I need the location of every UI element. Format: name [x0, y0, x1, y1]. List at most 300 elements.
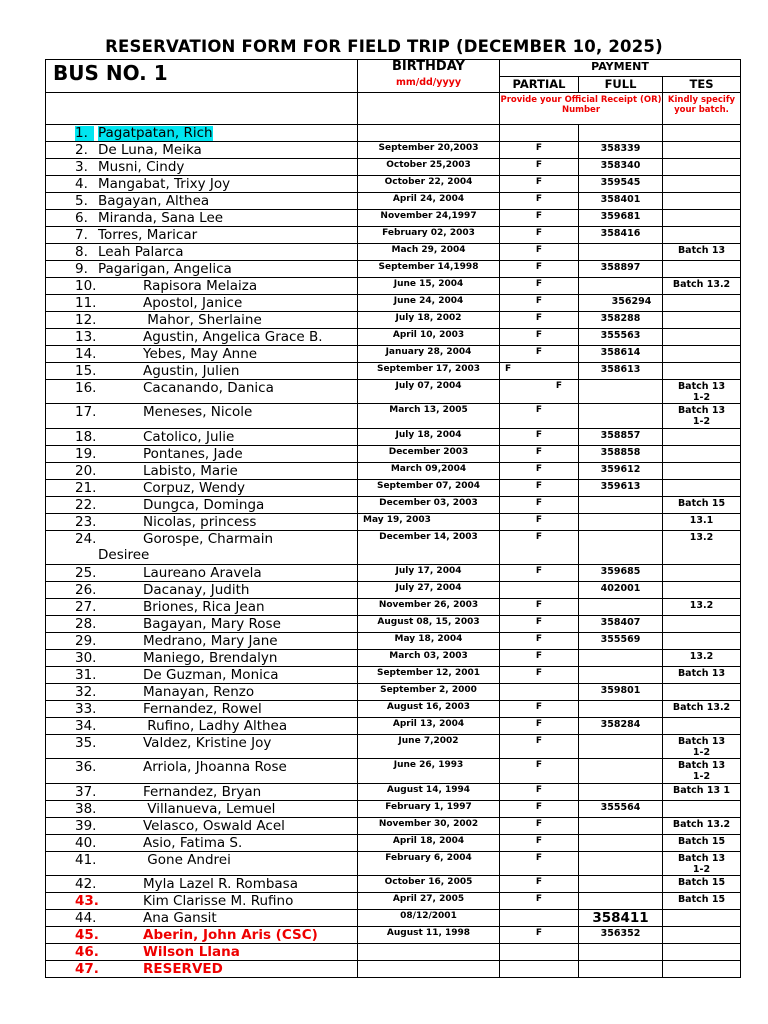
attendee-name: Dungca, Dominga	[143, 497, 265, 513]
partial-cell: F	[500, 565, 579, 582]
birthday-cell: September 14,1998	[358, 261, 500, 278]
birthday-cell: January 28, 2004	[358, 346, 500, 363]
birthday-cell: April 24, 2004	[358, 193, 500, 210]
birthday-cell: June 7,2002	[358, 735, 500, 759]
attendee-name: Manayan, Renzo	[143, 684, 255, 700]
birthday-cell: July 17, 2004	[358, 565, 500, 582]
table-row	[46, 818, 741, 835]
birthday-cell: September 07, 2004	[358, 480, 500, 497]
row-number: 10.	[75, 278, 97, 294]
table-row	[46, 944, 741, 961]
name-cell	[46, 480, 358, 497]
tes-batch-cell: Batch 13 1-2	[663, 759, 741, 784]
table-row	[46, 380, 741, 404]
row-number: 27.	[75, 599, 97, 615]
table-row	[46, 363, 741, 380]
table-row	[46, 404, 741, 429]
tes-batch-cell	[663, 801, 741, 818]
tes-batch-cell	[663, 210, 741, 227]
row-number: 9.	[75, 261, 88, 277]
full-receipt-cell	[579, 759, 663, 784]
full-receipt-cell	[579, 244, 663, 261]
partial-cell: F	[500, 801, 579, 818]
attendee-name: Aberin, John Aris (CSC)	[143, 927, 318, 943]
full-receipt-cell	[579, 531, 663, 565]
tes-batch-cell: 13.2	[663, 650, 741, 667]
partial-cell: F	[500, 852, 579, 876]
birthday-cell: August 16, 2003	[358, 701, 500, 718]
row-number: 29.	[75, 633, 97, 649]
tes-batch-cell	[663, 446, 741, 463]
table-row	[46, 852, 741, 876]
attendee-name: Pagarigan, Angelica	[98, 261, 232, 277]
table-row	[46, 329, 741, 346]
full-receipt-cell: 358288	[579, 312, 663, 329]
birthday-cell: October 16, 2005	[358, 876, 500, 893]
birthday-cell: December 14, 2003	[358, 531, 500, 565]
row-number: 33.	[75, 701, 97, 717]
row-number: 14.	[75, 346, 97, 362]
name-cell	[46, 142, 358, 159]
partial-cell: F	[500, 176, 579, 193]
attendee-name: Gorospe, Charmain	[143, 531, 274, 547]
table-row	[46, 227, 741, 244]
row-number: 1.	[75, 126, 94, 141]
row-number: 45.	[75, 927, 99, 943]
table-row	[46, 346, 741, 363]
birthday-cell: February 02, 2003	[358, 227, 500, 244]
partial-header: PARTIAL	[500, 77, 579, 93]
name-cell	[46, 633, 358, 650]
tes-note: Kindly specify your batch.	[663, 93, 741, 125]
table-row	[46, 210, 741, 227]
partial-cell: F	[500, 295, 579, 312]
birthday-cell: November 24,1997	[358, 210, 500, 227]
birthday-cell: March 13, 2005	[358, 404, 500, 429]
name-cell	[46, 801, 358, 818]
table-row	[46, 565, 741, 582]
table-row	[46, 910, 741, 927]
full-receipt-cell	[579, 961, 663, 978]
attendee-name: De Luna, Meika	[98, 142, 202, 158]
attendee-name: Bagayan, Althea	[98, 193, 210, 209]
tes-batch-cell: Batch 15	[663, 835, 741, 852]
tes-batch-cell: Batch 13 1-2	[663, 852, 741, 876]
partial-cell: F	[500, 429, 579, 446]
full-receipt-cell	[579, 278, 663, 295]
full-receipt-cell	[579, 125, 663, 142]
row-number: 28.	[75, 616, 97, 632]
full-receipt-cell: 359612	[579, 463, 663, 480]
row-number: 39.	[75, 818, 97, 834]
row-number: 8.	[75, 244, 88, 260]
full-receipt-cell: 358857	[579, 429, 663, 446]
full-receipt-cell	[579, 852, 663, 876]
table-row	[46, 582, 741, 599]
birthday-cell: May 19, 2003	[358, 514, 500, 531]
birthday-cell: June 26, 1993	[358, 759, 500, 784]
row-number: 44.	[75, 910, 97, 926]
birthday-cell: 08/12/2001	[358, 910, 500, 927]
partial-cell	[500, 684, 579, 701]
table-row	[46, 159, 741, 176]
row-number: 13.	[75, 329, 97, 345]
table-row	[46, 599, 741, 616]
birthday-cell: July 18, 2004	[358, 429, 500, 446]
partial-cell: F	[500, 759, 579, 784]
tes-batch-cell	[663, 346, 741, 363]
attendee-name: Rufino, Ladhy Althea	[143, 718, 288, 734]
name-cell	[46, 565, 358, 582]
row-number: 35.	[75, 735, 97, 751]
name-cell	[46, 514, 358, 531]
attendee-name: Miranda, Sana Lee	[98, 210, 224, 226]
partial-cell: F	[500, 463, 579, 480]
table-row	[46, 759, 741, 784]
birthday-cell: September 20,2003	[358, 142, 500, 159]
tes-batch-cell	[663, 944, 741, 961]
full-header: FULL	[579, 77, 663, 93]
receipt-note: Provide your Official Receipt (OR) Number	[500, 93, 663, 125]
partial-cell: F	[500, 701, 579, 718]
table-row	[46, 295, 741, 312]
tes-batch-cell	[663, 463, 741, 480]
attendee-name: Myla Lazel R. Rombasa	[143, 876, 298, 892]
attendee-name: Maniego, Brendalyn	[143, 650, 278, 666]
partial-cell: F	[500, 480, 579, 497]
payment-header: PAYMENT	[500, 60, 741, 77]
row-number: 30.	[75, 650, 97, 666]
name-cell	[46, 650, 358, 667]
attendee-name: Wilson Llana	[143, 944, 240, 960]
tes-batch-cell: Batch 13	[663, 244, 741, 261]
table-row	[46, 278, 741, 295]
partial-cell: F	[500, 633, 579, 650]
name-cell	[46, 818, 358, 835]
attendee-name: Gone Andrei	[143, 852, 231, 868]
full-receipt-cell	[579, 784, 663, 801]
partial-cell: F	[500, 346, 579, 363]
partial-cell: F	[500, 531, 579, 565]
tes-batch-cell	[663, 429, 741, 446]
tes-batch-cell	[663, 616, 741, 633]
name-cell	[46, 684, 358, 701]
attendee-name: Briones, Rica Jean	[143, 599, 265, 615]
name-cell	[46, 531, 358, 565]
full-receipt-cell: 355563	[579, 329, 663, 346]
full-receipt-cell: 358897	[579, 261, 663, 278]
birthday-label: BIRTHDAY	[392, 59, 465, 74]
attendee-name: Torres, Maricar	[98, 227, 198, 243]
birthday-header	[358, 60, 500, 93]
row-number: 6.	[75, 210, 88, 226]
partial-cell: F	[500, 616, 579, 633]
full-receipt-cell: 356294	[579, 295, 663, 312]
full-receipt-cell: 359545	[579, 176, 663, 193]
birthday-cell: April 27, 2005	[358, 893, 500, 910]
attendee-name: Pontanes, Jade	[143, 446, 243, 462]
tes-batch-cell	[663, 961, 741, 978]
partial-cell: F	[500, 142, 579, 159]
table-row	[46, 893, 741, 910]
table-row	[46, 684, 741, 701]
name-cell	[46, 125, 358, 142]
tes-batch-cell	[663, 582, 741, 599]
row-number: 22.	[75, 497, 97, 513]
full-receipt-cell	[579, 497, 663, 514]
tes-batch-cell	[663, 480, 741, 497]
form-title: RESERVATION FORM FOR FIELD TRIP (DECEMBER 10, 2025)	[105, 37, 663, 56]
attendee-name: Laureano Aravela	[143, 565, 262, 581]
name-cell	[46, 616, 358, 633]
name-cell	[46, 261, 358, 278]
table-row	[46, 876, 741, 893]
partial-cell	[500, 125, 579, 142]
full-receipt-cell	[579, 599, 663, 616]
attendee-name: Leah Palarca	[98, 244, 184, 260]
birthday-cell: December 2003	[358, 446, 500, 463]
row-number: 23.	[75, 514, 97, 530]
name-cell	[46, 784, 358, 801]
row-number: 5.	[75, 193, 88, 209]
full-receipt-cell	[579, 818, 663, 835]
attendee-name: Musni, Cindy	[98, 159, 185, 175]
reservation-table	[45, 59, 741, 978]
birthday-cell: July 27, 2004	[358, 582, 500, 599]
full-receipt-cell	[579, 835, 663, 852]
birthday-cell: April 10, 2003	[358, 329, 500, 346]
birthday-cell: February 6, 2004	[358, 852, 500, 876]
row-number: 47.	[75, 961, 99, 977]
table-row	[46, 784, 741, 801]
name-cell	[46, 759, 358, 784]
tes-batch-cell	[663, 718, 741, 735]
birthday-format: mm/dd/yyyy	[395, 77, 462, 88]
table-row	[46, 446, 741, 463]
attendee-name: Villanueva, Lemuel	[143, 801, 276, 817]
row-number: 42.	[75, 876, 97, 892]
name-cell	[46, 718, 358, 735]
blank-cell	[46, 93, 358, 125]
table-row	[46, 718, 741, 735]
table-row	[46, 531, 741, 565]
birthday-cell: Mach 29, 2004	[358, 244, 500, 261]
row-number: 25.	[75, 565, 97, 581]
attendee-name: Pagatpatan, Rich	[98, 125, 213, 141]
full-receipt-cell: 358613	[579, 363, 663, 380]
attendee-name: Agustin, Angelica Grace B.	[143, 329, 323, 345]
full-receipt-cell: 358340	[579, 159, 663, 176]
birthday-cell	[358, 944, 500, 961]
attendee-name: Ana Gansit	[143, 910, 217, 926]
birthday-cell: April 13, 2004	[358, 718, 500, 735]
row-number: 18.	[75, 429, 97, 445]
row-number: 43.	[75, 893, 99, 909]
birthday-cell: June 15, 2004	[358, 278, 500, 295]
table-row	[46, 463, 741, 480]
row-number: 31.	[75, 667, 97, 683]
table-row	[46, 480, 741, 497]
name-cell	[46, 193, 358, 210]
tes-batch-cell: Batch 13	[663, 667, 741, 684]
partial-cell: F	[500, 278, 579, 295]
full-receipt-cell: 402001	[579, 582, 663, 599]
table-row	[46, 176, 741, 193]
name-cell	[46, 667, 358, 684]
row-number: 2.	[75, 142, 88, 158]
partial-cell: F	[500, 312, 579, 329]
partial-cell: F	[500, 380, 579, 404]
birthday-cell: November 30, 2002	[358, 818, 500, 835]
table-row	[46, 497, 741, 514]
name-cell	[46, 176, 358, 193]
birthday-cell: August 08, 15, 2003	[358, 616, 500, 633]
table-row	[46, 835, 741, 852]
name-cell	[46, 944, 358, 961]
full-receipt-cell: 358401	[579, 193, 663, 210]
attendee-name: Cacanando, Danica	[143, 380, 274, 396]
full-receipt-cell	[579, 667, 663, 684]
attendee-name: Apostol, Janice	[143, 295, 243, 311]
table-row	[46, 193, 741, 210]
row-number: 32.	[75, 684, 97, 700]
full-receipt-cell: 355564	[579, 801, 663, 818]
attendee-name: De Guzman, Monica	[143, 667, 279, 683]
full-receipt-cell	[579, 404, 663, 429]
attendee-name: Dacanay, Judith	[143, 582, 250, 598]
full-receipt-cell: 358284	[579, 718, 663, 735]
attendee-name: Meneses, Nicole	[143, 404, 253, 420]
tes-batch-cell: Batch 13.2	[663, 818, 741, 835]
tes-batch-cell: Batch 15	[663, 876, 741, 893]
table-row	[46, 667, 741, 684]
row-number: 37.	[75, 784, 97, 800]
attendee-name: Velasco, Oswald Acel	[143, 818, 285, 834]
row-number: 7.	[75, 227, 88, 243]
tes-batch-cell	[663, 261, 741, 278]
name-cell	[46, 429, 358, 446]
birthday-cell: February 1, 1997	[358, 801, 500, 818]
name-cell	[46, 363, 358, 380]
partial-cell: F	[500, 599, 579, 616]
tes-batch-cell	[663, 329, 741, 346]
tes-batch-cell: 13.2	[663, 599, 741, 616]
name-cell	[46, 329, 358, 346]
birthday-cell	[358, 125, 500, 142]
name-cell	[46, 380, 358, 404]
table-row	[46, 244, 741, 261]
name-cell	[46, 346, 358, 363]
partial-cell: F	[500, 876, 579, 893]
attendee-name: Kim Clarisse M. Rufino	[143, 893, 294, 909]
full-receipt-cell: 358411	[579, 910, 663, 927]
attendee-name: Labisto, Marie	[143, 463, 238, 479]
attendee-name: Medrano, Mary Jane	[143, 633, 278, 649]
table-row	[46, 514, 741, 531]
bus-number: BUS NO. 1	[46, 60, 358, 93]
name-cell	[46, 446, 358, 463]
row-number: 38.	[75, 801, 97, 817]
tes-batch-cell	[663, 312, 741, 329]
row-number: 21.	[75, 480, 97, 496]
birthday-cell: March 09,2004	[358, 463, 500, 480]
attendee-name: Rapisora Melaiza	[143, 278, 258, 294]
table-row	[46, 701, 741, 718]
table-row	[46, 261, 741, 278]
attendee-name: Mangabat, Trixy Joy	[98, 176, 231, 192]
tes-batch-cell	[663, 227, 741, 244]
partial-cell: F	[500, 650, 579, 667]
attendee-name: Corpuz, Wendy	[143, 480, 246, 496]
name-cell	[46, 463, 358, 480]
blank-cell	[358, 93, 500, 125]
partial-cell: F	[500, 404, 579, 429]
attendee-name: Mahor, Sherlaine	[143, 312, 262, 328]
table-row	[46, 616, 741, 633]
table-row	[46, 429, 741, 446]
tes-batch-cell: Batch 15	[663, 893, 741, 910]
attendee-name: Agustin, Julien	[143, 363, 240, 379]
row-number: 24.	[75, 531, 97, 547]
partial-cell: F	[500, 261, 579, 278]
partial-cell: F	[500, 927, 579, 944]
attendee-name: Fernandez, Bryan	[143, 784, 262, 800]
attendee-name: Bagayan, Mary Rose	[143, 616, 281, 632]
name-cell	[46, 295, 358, 312]
tes-batch-cell: Batch 13.2	[663, 701, 741, 718]
full-receipt-cell	[579, 380, 663, 404]
row-number: 40.	[75, 835, 97, 851]
partial-cell	[500, 910, 579, 927]
birthday-cell: July 07, 2004	[358, 380, 500, 404]
full-receipt-cell	[579, 701, 663, 718]
name-cell	[46, 278, 358, 295]
partial-cell: F	[500, 497, 579, 514]
table-row	[46, 125, 741, 142]
partial-cell: F	[500, 159, 579, 176]
attendee-name: Fernandez, Rowel	[143, 701, 262, 717]
attendee-name: Catolico, Julie	[143, 429, 235, 445]
birthday-cell: September 17, 2003	[358, 363, 500, 380]
name-cell	[46, 852, 358, 876]
tes-batch-cell: Batch 13 1-2	[663, 380, 741, 404]
tes-batch-cell	[663, 295, 741, 312]
birthday-cell: March 03, 2003	[358, 650, 500, 667]
attendee-name: RESERVED	[143, 961, 223, 977]
full-receipt-cell	[579, 893, 663, 910]
row-number: 46.	[75, 944, 99, 960]
full-receipt-cell: 359685	[579, 565, 663, 582]
tes-batch-cell: Batch 13 1	[663, 784, 741, 801]
tes-header: TES	[663, 77, 741, 93]
birthday-cell: November 26, 2003	[358, 599, 500, 616]
tes-batch-cell	[663, 159, 741, 176]
full-receipt-cell: 358416	[579, 227, 663, 244]
birthday-cell: August 11, 1998	[358, 927, 500, 944]
birthday-cell: July 18, 2002	[358, 312, 500, 329]
full-receipt-cell	[579, 514, 663, 531]
table-row	[46, 650, 741, 667]
partial-cell: F	[500, 514, 579, 531]
partial-cell	[500, 582, 579, 599]
name-cell	[46, 227, 358, 244]
table-row	[46, 142, 741, 159]
attendee-name: Nicolas, princess	[143, 514, 257, 530]
tes-batch-cell	[663, 142, 741, 159]
row-number: 41.	[75, 852, 97, 868]
full-receipt-cell	[579, 735, 663, 759]
row-number: 3.	[75, 159, 88, 175]
